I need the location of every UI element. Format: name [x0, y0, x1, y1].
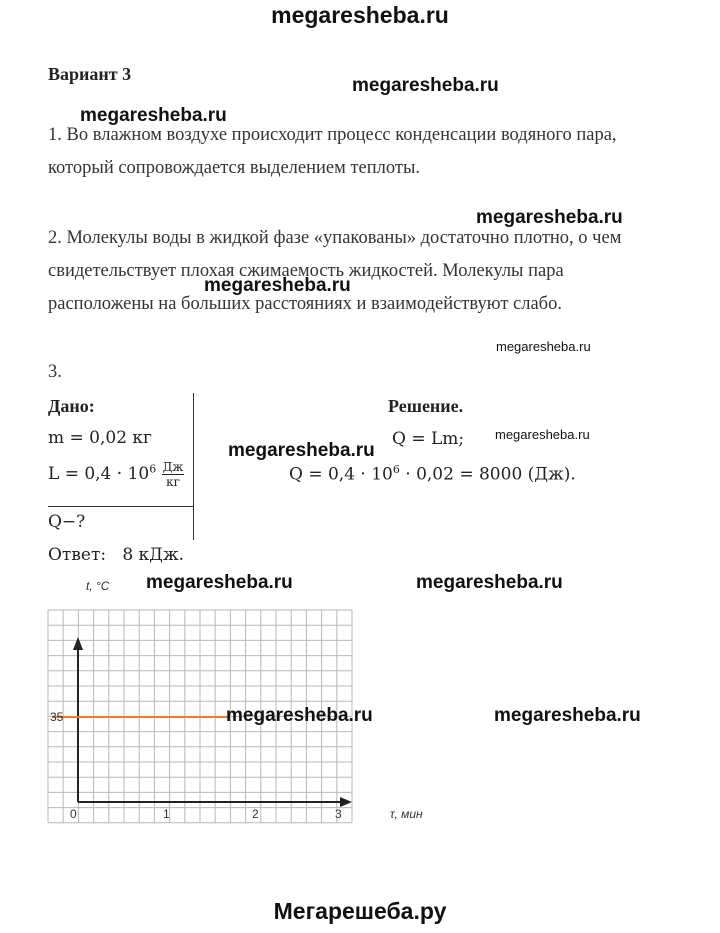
answer-1-line-2: который сопровождается выделением теплоты. — [48, 158, 421, 178]
answer-value: 8 кДж. — [122, 545, 185, 565]
x-tick-label: 3 — [335, 807, 342, 821]
solution-label: Решение. — [388, 396, 464, 416]
watermark: megaresheba.ru — [494, 705, 641, 726]
watermark: megaresheba.ru — [226, 705, 373, 726]
answer-3-number: 3. — [48, 362, 62, 382]
answer-label: Ответ: — [48, 545, 107, 565]
latent-heat-exponent: 6 — [149, 462, 157, 476]
watermark-small: megaresheba.ru — [496, 339, 591, 354]
y-axis-label: t, °C — [86, 579, 110, 593]
answer-2-line-1: 2. Молекулы воды в жидкой фазе «упакованы» достаточно плотно, о чем — [48, 228, 622, 248]
variant-title: Вариант 3 — [48, 64, 132, 84]
unit-fraction — [162, 460, 185, 489]
solution-calculation — [289, 463, 576, 485]
answer-1-line-1: 1. Во влажном воздухе происходит процесс конденсации водяного пара, — [48, 125, 617, 145]
unit-numerator: Дж — [162, 460, 184, 474]
find-value: Q−? — [48, 512, 86, 532]
site-header: megaresheba.ru — [271, 2, 449, 28]
watermark: megaresheba.ru — [204, 275, 351, 296]
watermark: megaresheba.ru — [146, 572, 293, 593]
watermark: megaresheba.ru — [80, 105, 227, 126]
y-axis-arrow — [73, 637, 83, 650]
watermark: megaresheba.ru — [352, 75, 499, 96]
answer-2-line-3: расположены на больших расстояниях и взаимодействуют слабо. — [48, 294, 562, 314]
calc-suffix: · 0,02 = 8000 (Дж). — [399, 464, 576, 485]
x-axis-label: τ, мин — [390, 807, 423, 821]
given-divider-vertical — [193, 393, 194, 540]
site-footer: Мегарешеба.ру — [273, 898, 447, 924]
graph-labels — [50, 579, 423, 821]
given-mass: m = 0,02 кг — [48, 428, 152, 448]
given-divider-horizontal — [48, 506, 194, 507]
y-tick-label: 35 — [50, 710, 64, 724]
x-tick-label: 0 — [70, 807, 77, 821]
solution-formula: Q = Lm; — [392, 429, 465, 449]
x-tick-label: 2 — [252, 807, 259, 821]
given-latent-heat — [48, 460, 184, 489]
answer-line — [48, 545, 184, 565]
watermark-small: megaresheba.ru — [495, 427, 590, 442]
x-axis-arrow — [340, 797, 352, 807]
x-tick-label: 1 — [163, 807, 170, 821]
watermark: megaresheba.ru — [416, 572, 563, 593]
answer-2-line-2: свидетельствует плохая сжимаемость жидкостей. Молекулы пара — [48, 261, 564, 281]
watermark: megaresheba.ru — [228, 440, 375, 461]
given-label: Дано: — [48, 396, 95, 416]
watermark: megaresheba.ru — [476, 207, 623, 228]
unit-denominator: кг — [166, 475, 180, 489]
calc-prefix: Q = 0,4 · 10 — [289, 464, 393, 485]
latent-heat-value: L = 0,4 · 10 — [48, 464, 150, 484]
calc-exponent: 6 — [392, 463, 400, 476]
